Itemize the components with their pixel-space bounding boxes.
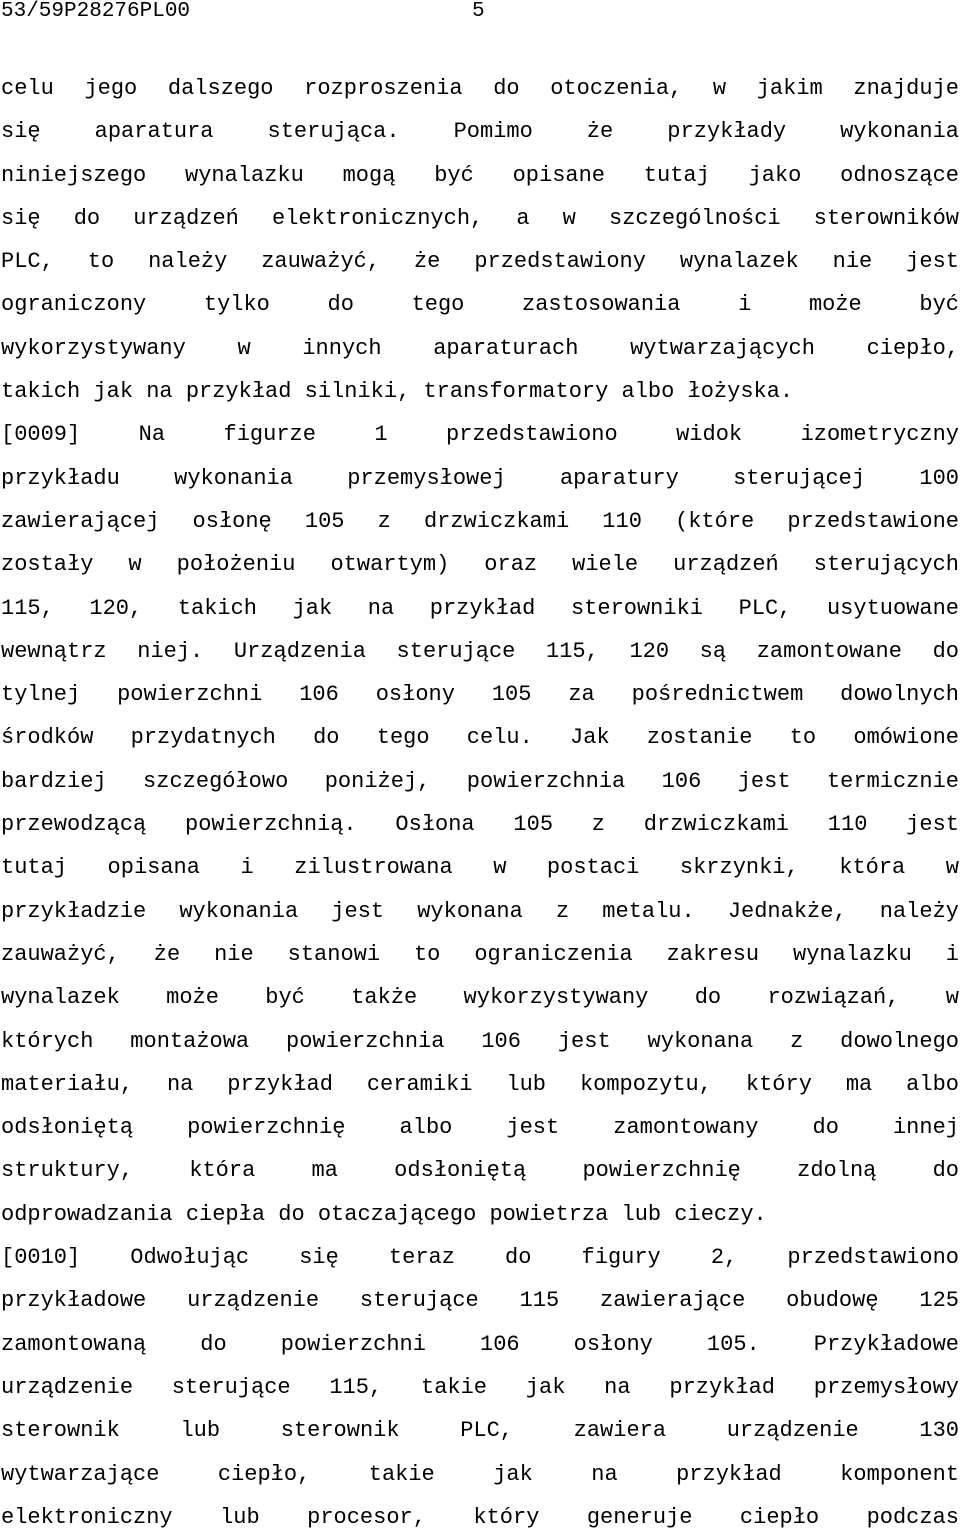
text-line: niniejszego wynalazku mogą być opisane tutaj jako odnoszące — [1, 162, 959, 188]
text-line: 115, 120, takich jak na przykład sterowniki PLC, usytuowane — [1, 595, 959, 621]
text-line: celu jego dalszego rozproszenia do otoczenia, w jakim znajduje — [1, 76, 959, 101]
text-line: takich jak na przykład silniki, transformatory albo łożyska. — [1, 379, 794, 405]
text-line: się aparatura sterująca. Pomimo że przykłady wykonania — [1, 119, 959, 145]
text-line: wynalazek może być także wykorzystywany do rozwiązań, w — [1, 985, 959, 1011]
text-line: się do urządzeń elektronicznych, a w szczególności sterowników — [1, 205, 959, 231]
text-line: elektroniczny lub procesor, który generuje ciepło podczas — [1, 1504, 959, 1530]
text-line: zamontowaną do powierzchni 106 osłony 105. Przykładowe — [1, 1331, 959, 1357]
text-line: struktury, która ma odsłoniętą powierzchnię zdolną do — [1, 1158, 959, 1184]
text-line: PLC, to należy zauważyć, że przedstawiony wynalazek nie jest — [1, 249, 959, 275]
text-line: tylnej powierzchni 106 osłony 105 za pośrednictwem dowolnych — [1, 682, 959, 708]
text-line: których montażowa powierzchnia 106 jest wykonana z dowolnego — [1, 1028, 959, 1054]
text-line: przewodzącą powierzchnią. Osłona 105 z drzwiczkami 110 jest — [1, 812, 959, 838]
text-line: wytwarzające ciepło, takie jak na przykład komponent — [1, 1461, 959, 1487]
text-line: [0009] Na figurze 1 przedstawiono widok izometryczny — [1, 422, 959, 448]
text-line: materiału, na przykład ceramiki lub kompozytu, który ma albo — [1, 1071, 959, 1097]
text-line: przykładu wykonania przemysłowej aparatury sterującej 100 — [1, 465, 959, 491]
text-line: zostały w położeniu otwartym) oraz wiele urządzeń sterujących — [1, 552, 959, 578]
text-line: przykładzie wykonania jest wykonana z metalu. Jednakże, należy — [1, 898, 959, 924]
page-number: 5 — [472, 0, 485, 23]
text-line: zauważyć, że nie stanowi to ograniczenia zakresu wynalazku i — [1, 941, 959, 967]
text-line: bardziej szczegółowo poniżej, powierzchnia 106 jest termicznie — [1, 768, 959, 794]
text-line: przykładowe urządzenie sterujące 115 zawierające obudowę 125 — [1, 1288, 959, 1314]
text-line: [0010] Odwołując się teraz do figury 2, przedstawiono — [1, 1245, 959, 1271]
text-line: środków przydatnych do tego celu. Jak zostanie to omówione — [1, 725, 959, 751]
text-line: wewnątrz niej. Urządzenia sterujące 115, 120 są zamontowane do — [1, 638, 959, 664]
text-line: wykorzystywany w innych aparaturach wytwarzających ciepło, — [1, 335, 959, 361]
text-line: urządzenie sterujące 115, takie jak na przykład przemysłowy — [1, 1374, 959, 1400]
text-line: tutaj opisana i zilustrowana w postaci skrzynki, która w — [1, 855, 959, 881]
text-line: odsłoniętą powierzchnię albo jest zamontowany do innej — [1, 1115, 959, 1141]
text-line: odprowadzania ciepła do otaczającego powietrza lub cieczy. — [1, 1201, 767, 1227]
page-header — [0, 0, 960, 24]
document-id: 53/59P28276PL00 — [1, 0, 191, 23]
text-line: sterownik lub sterownik PLC, zawiera urządzenie 130 — [1, 1418, 959, 1444]
text-line: zawierającej osłonę 105 z drzwiczkami 110 (które przedstawione — [1, 508, 959, 534]
document-body — [1, 67, 959, 1539]
text-line: ograniczony tylko do tego zastosowania i może być — [1, 292, 959, 318]
